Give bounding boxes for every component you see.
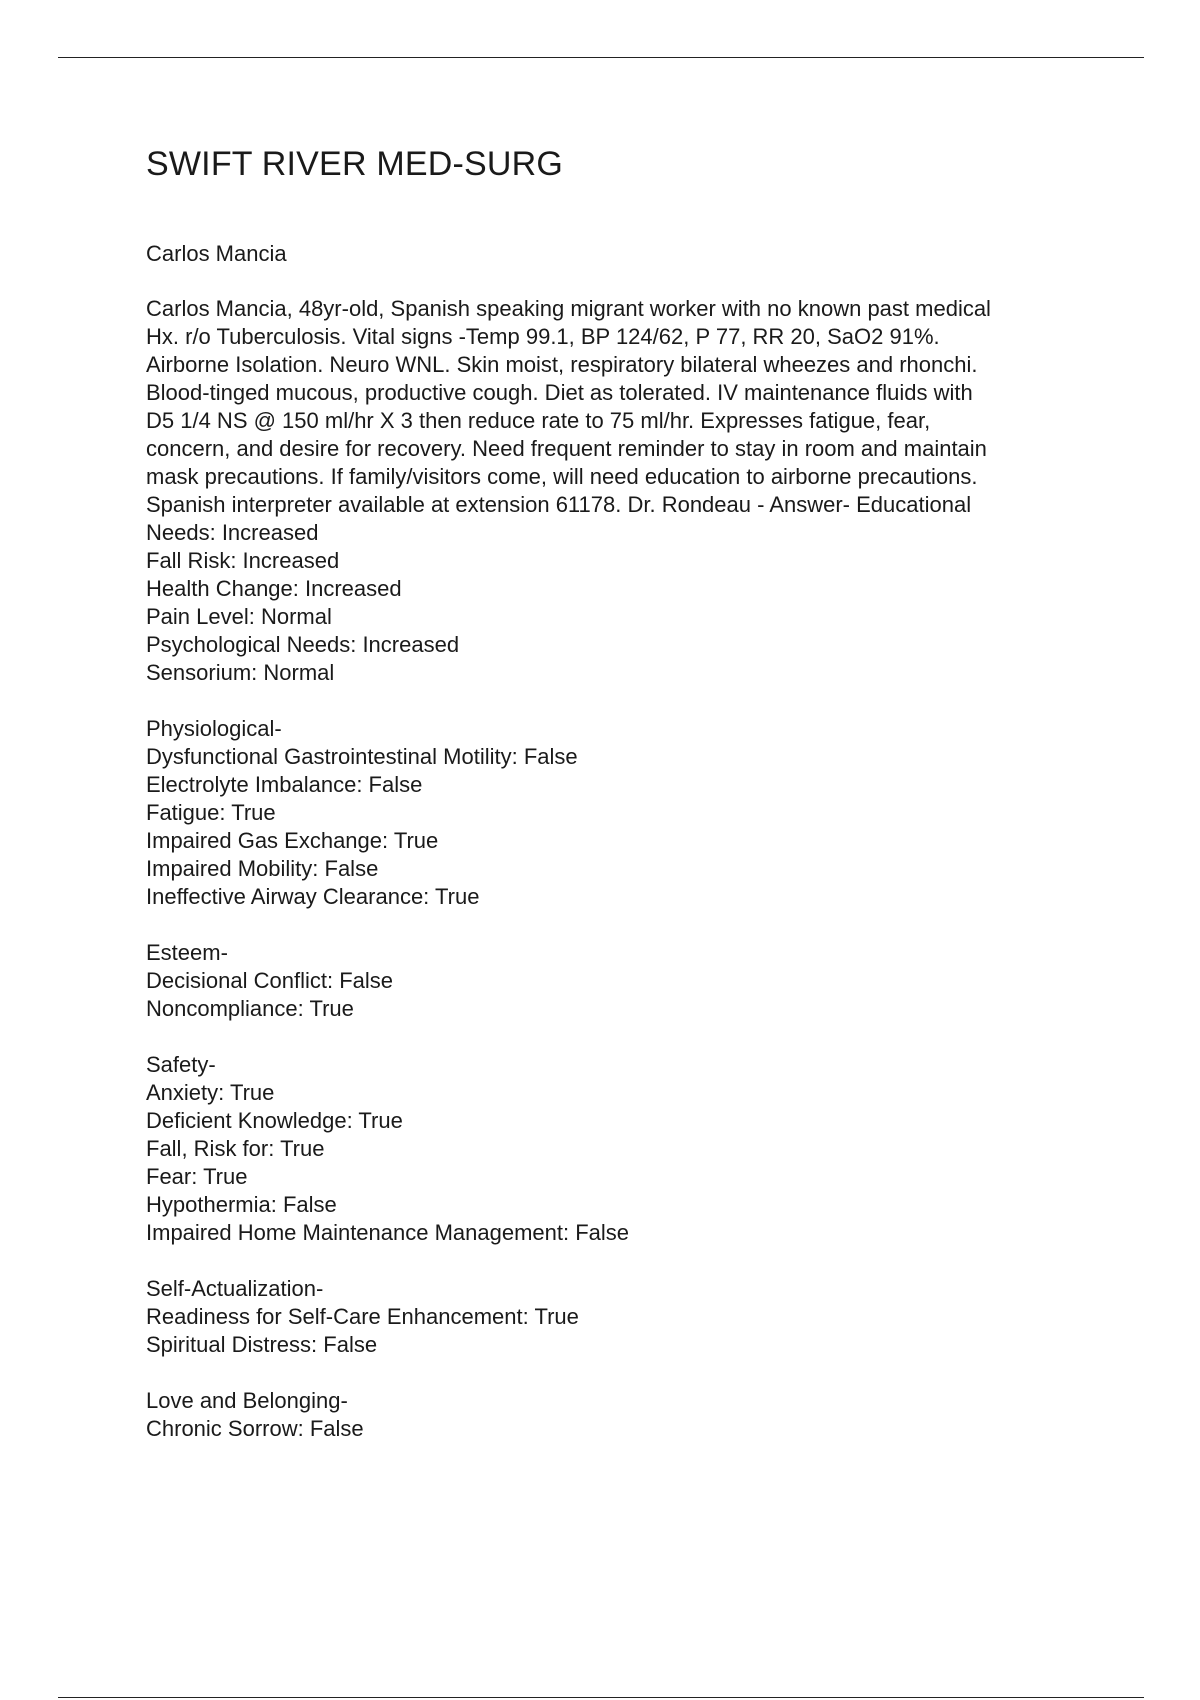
group-item: Decisional Conflict: False (146, 968, 393, 993)
description-line: Hx. r/o Tuberculosis. Vital signs -Temp 99.1, BP 124/62, P 77, RR 20, SaO2 91%. (146, 324, 940, 349)
summary-item: Health Change: Increased (146, 576, 402, 601)
group-item: Fear: True (146, 1164, 248, 1189)
group-item: Impaired Home Maintenance Management: False (146, 1220, 630, 1245)
description-line: Spanish interpreter available at extension 61178. Dr. Rondeau - Answer- Educational (146, 492, 972, 517)
group-item: Impaired Mobility: False (146, 856, 379, 881)
patient-name: Carlos Mancia (146, 241, 287, 266)
group-heading: Esteem- (146, 940, 228, 965)
group-item: Ineffective Airway Clearance: True (146, 884, 480, 909)
group-item: Fatigue: True (146, 800, 276, 825)
group-heading: Physiological- (146, 716, 282, 741)
group-safety (146, 1051, 1086, 1247)
group-heading: Love and Belonging- (146, 1388, 348, 1413)
assessment-summary (146, 519, 1086, 687)
summary-item: Fall Risk: Increased (146, 548, 340, 573)
group-item: Impaired Gas Exchange: True (146, 828, 439, 853)
bottom-divider (58, 1697, 1144, 1698)
document-title: SWIFT RIVER MED-SURG (146, 145, 564, 183)
group-item: Chronic Sorrow: False (146, 1416, 364, 1441)
group-physiological (146, 715, 1086, 911)
summary-item: Pain Level: Normal (146, 604, 332, 629)
top-divider (58, 57, 1144, 58)
document-content (146, 140, 1086, 1441)
group-heading: Safety- (146, 1052, 216, 1077)
document-body (146, 295, 1086, 1443)
description-line: D5 1/4 NS @ 150 ml/hr X 3 then reduce rate to 75 ml/hr. Expresses fatigue, fear, (146, 408, 931, 433)
summary-item: Sensorium: Normal (146, 660, 335, 685)
summary-item: Psychological Needs: Increased (146, 632, 460, 657)
description-line: Airborne Isolation. Neuro WNL. Skin moist, respiratory bilateral wheezes and rhonchi. (146, 352, 978, 377)
group-item: Anxiety: True (146, 1080, 275, 1105)
group-item: Noncompliance: True (146, 996, 354, 1021)
description-line: mask precautions. If family/visitors come, will need education to airborne precautions. (146, 464, 978, 489)
group-item: Spiritual Distress: False (146, 1332, 378, 1357)
group-love-and-belonging (146, 1387, 1086, 1443)
group-item: Deficient Knowledge: True (146, 1108, 403, 1133)
group-self-actualization (146, 1275, 1086, 1359)
group-heading: Self-Actualization- (146, 1276, 324, 1301)
description-line: concern, and desire for recovery. Need frequent reminder to stay in room and maintain (146, 436, 987, 461)
group-item: Readiness for Self-Care Enhancement: True (146, 1304, 579, 1329)
group-item: Fall, Risk for: True (146, 1136, 325, 1161)
group-item: Dysfunctional Gastrointestinal Motility: False (146, 744, 578, 769)
patient-description (146, 295, 1086, 519)
group-esteem (146, 939, 1086, 1023)
description-line: Blood-tinged mucous, productive cough. Diet as tolerated. IV maintenance fluids with (146, 380, 973, 405)
summary-item: Needs: Increased (146, 520, 319, 545)
group-item: Electrolyte Imbalance: False (146, 772, 423, 797)
description-line: Carlos Mancia, 48yr-old, Spanish speaking migrant worker with no known past medical (146, 296, 991, 321)
group-item: Hypothermia: False (146, 1192, 337, 1217)
